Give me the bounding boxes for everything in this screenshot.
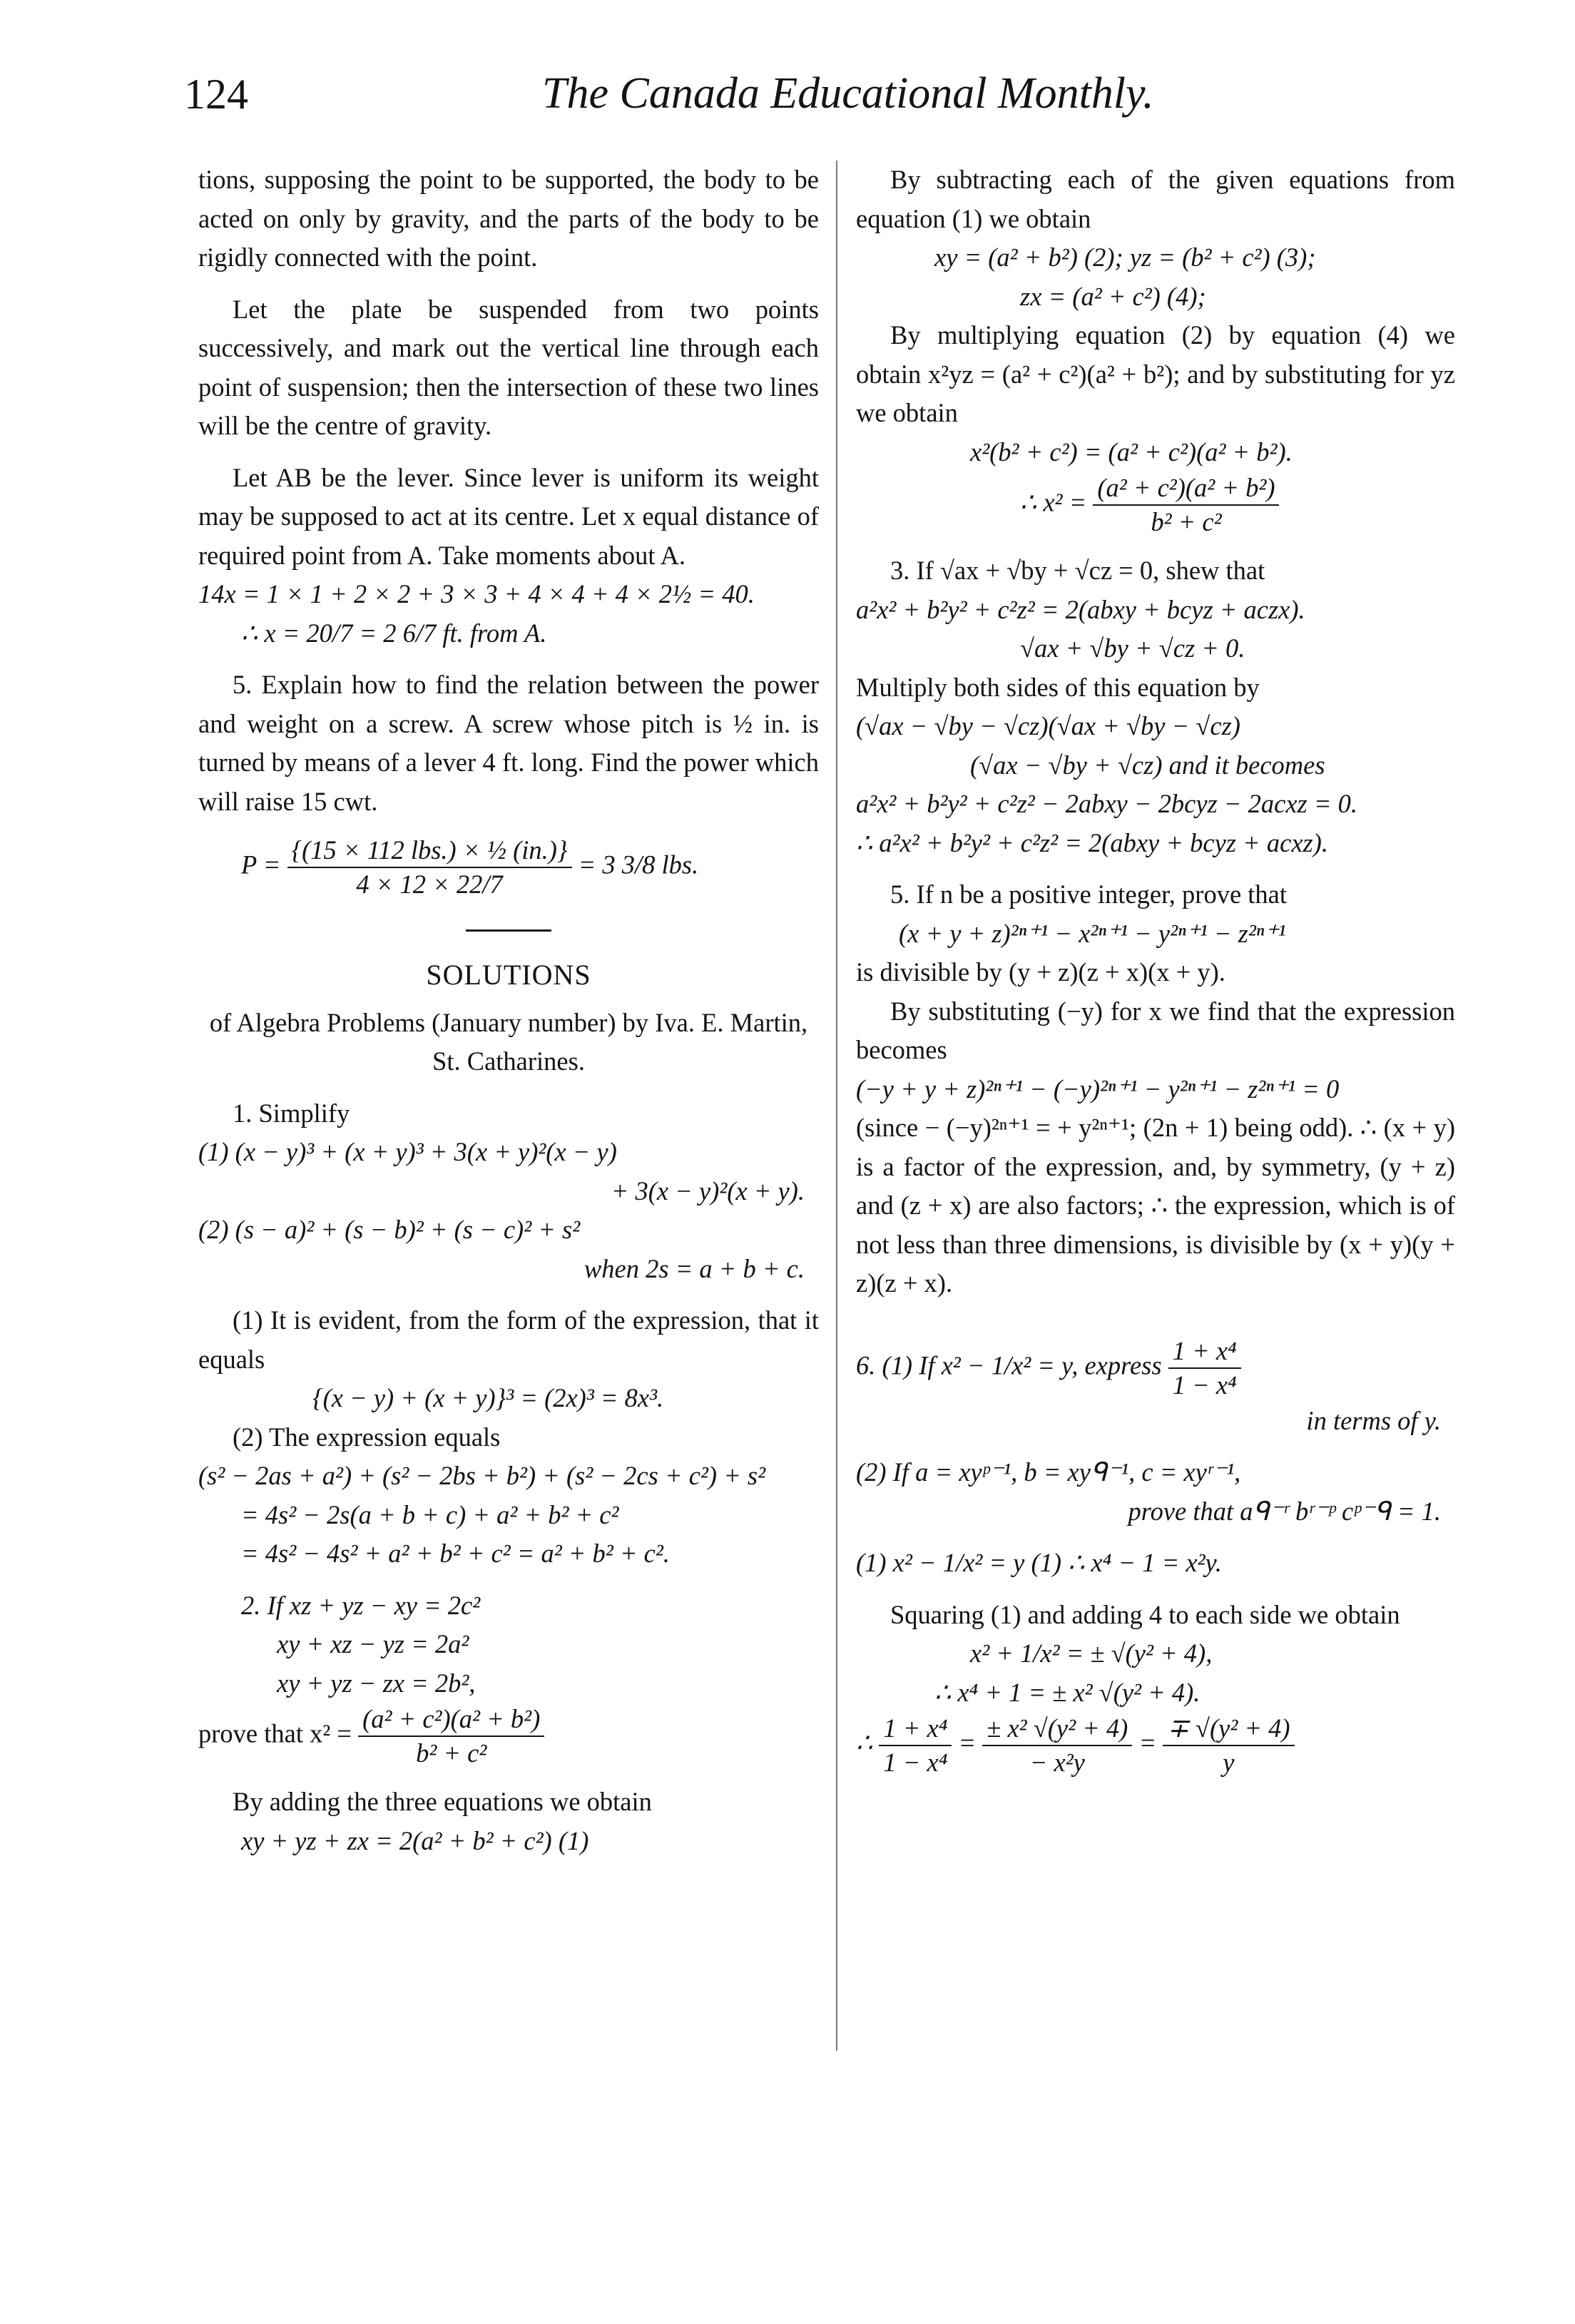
result-equation xyxy=(856,472,1455,539)
left-column xyxy=(198,160,819,1860)
problem-6-text: 6. (1) If x² − 1/x² = y, express xyxy=(856,1350,1162,1380)
numerator: ∓ √(y² + 4) xyxy=(1167,1713,1290,1743)
therefore-symbol: ∴ xyxy=(856,1728,873,1758)
equation: xy + yz − zx = 2b², xyxy=(277,1668,476,1698)
paragraph: (2) The expression equals xyxy=(233,1422,501,1452)
equation: = 4s² − 2s(a + b + c) + a² + b² + c² xyxy=(241,1499,619,1529)
fraction xyxy=(879,1712,952,1779)
equation: √ax + √by + √cz + 0. xyxy=(1020,633,1245,663)
problem-5: 5. If n be a positive integer, prove that xyxy=(890,880,1288,909)
equation: 2. If xz + yz − xy = 2c² xyxy=(241,1590,481,1620)
equation: prove that aᑫ⁻ʳ bʳ⁻ᵖ cᵖ⁻ᑫ = 1. xyxy=(1128,1496,1441,1526)
page-number: 124 xyxy=(184,71,248,118)
paragraph: (1) It is evident, from the form of the expression, that it equals xyxy=(198,1305,819,1374)
paragraph: By adding the three equations we obtain xyxy=(233,1787,652,1816)
running-title: The Canada Educational Monthly. xyxy=(542,69,1154,118)
paragraph: By substituting (−y) for x we find that the expression becomes xyxy=(856,996,1455,1064)
denominator: b² + c² xyxy=(358,1736,544,1770)
equation: (2) If a = xyᵖ⁻¹, b = xyᑫ⁻¹, c = xyʳ⁻¹, xyxy=(856,1457,1241,1487)
problem-5: 5. Explain how to find the relation between the power and weight on a screw. A screw whose pitch is ½ in. is turned by means of a lever 4 ft. long. Find the power which will raise 15 cwt. xyxy=(198,670,819,816)
denominator: 4 × 12 × 22/7 xyxy=(287,867,572,901)
equation-lhs: P = xyxy=(241,850,281,880)
paragraph: tions, supposing the point to be supported, the body to be acted on only by gravity, and the parts of the body to be rigidly connected with the point. xyxy=(198,165,819,272)
equation: (−y + y + z)²ⁿ⁺¹ − (−y)²ⁿ⁺¹ − y²ⁿ⁺¹ − z²ⁿ⁺¹ = 0 xyxy=(856,1074,1340,1104)
denominator: 1 − x⁴ xyxy=(879,1745,952,1779)
fraction xyxy=(358,1703,544,1770)
section-subheading: of Algebra Problems (January number) by Iva. E. Martin, St. Catharines. xyxy=(209,1007,808,1076)
power-equation xyxy=(198,834,819,901)
equation: 14x = 1 × 1 + 2 × 2 + 3 × 3 + 4 × 4 + 4 × 2½ = 40. xyxy=(198,579,755,608)
prove-equation xyxy=(198,1703,819,1770)
section-rule xyxy=(466,929,551,932)
denominator: − x²y xyxy=(982,1745,1132,1779)
equation: when 2s = a + b + c. xyxy=(583,1253,805,1283)
paragraph: By multiplying equation (2) by equation (4) we obtain x²yz = (a² + c²)(a² + b²); and by substituting for yz we obtain xyxy=(856,320,1455,427)
numerator: 1 + x⁴ xyxy=(1172,1335,1237,1365)
numerator: (a² + c²)(a² + b²) xyxy=(1097,473,1275,502)
equation: (s² − 2as + a²) + (s² − 2bs + b²) + (s² − 2cs + c²) + s² xyxy=(198,1461,766,1490)
final-equation xyxy=(856,1712,1455,1779)
column-divider xyxy=(836,160,837,2051)
equation-lhs: ∴ x² = xyxy=(1020,487,1087,517)
paragraph: Let AB be the lever. Since lever is uniform its weight may be supposed to act at its centre. Let x equal distance of required point from A. Take moments about A. xyxy=(198,462,819,570)
denominator: y xyxy=(1163,1745,1294,1779)
equation: x² + 1/x² = ± √(y² + 4), xyxy=(970,1638,1213,1668)
equation-lhs: prove that x² = xyxy=(198,1718,352,1748)
equation: (√ax − √by − √cz)(√ax + √by − √cz) xyxy=(856,711,1240,740)
paragraph: By subtracting each of the given equations from equation (1) we obtain xyxy=(856,165,1455,233)
fraction xyxy=(1093,472,1279,539)
section-heading: SOLUTIONS xyxy=(426,959,591,991)
fraction xyxy=(287,834,572,901)
equation: {(x − y) + (x + y)}³ = (2x)³ = 8x³. xyxy=(312,1383,664,1412)
paragraph: Let the plate be suspended from two points successively, and mark out the vertical line through each point of suspension; then the intersection of these two lines will be the centre of gravity. xyxy=(198,294,819,440)
fraction xyxy=(1168,1335,1241,1402)
numerator: 1 + x⁴ xyxy=(883,1713,948,1743)
paragraph: Squaring (1) and adding 4 to each side we obtain xyxy=(890,1599,1400,1629)
numerator: ± x² √(y² + 4) xyxy=(987,1713,1128,1743)
equation: xy + xz − yz = 2a² xyxy=(277,1629,469,1658)
equation: (1) x² − 1/x² = y (1) ∴ x⁴ − 1 = x²y. xyxy=(856,1548,1222,1577)
paragraph: is divisible by (y + z)(z + x)(x + y). xyxy=(856,957,1225,987)
page-header xyxy=(0,0,1575,143)
equals-sign: = xyxy=(1138,1728,1157,1758)
paragraph: Multiply both sides of this equation by xyxy=(856,672,1260,702)
equation: xy + yz + zx = 2(a² + b² + c²) (1) xyxy=(241,1825,589,1855)
equation: ∴ x = 20/7 = 2 6/7 ft. from A. xyxy=(241,618,547,648)
equation: x²(b² + c²) = (a² + c²)(a² + b²). xyxy=(970,437,1293,467)
equation: + 3(x − y)²(x + y). xyxy=(611,1176,805,1206)
equation: xy = (a² + b²) (2); yz = (b² + c²) (3); xyxy=(934,243,1316,272)
equation: (√ax − √by + √cz) and it becomes xyxy=(970,750,1325,780)
equation: zx = (a² + c²) (4); xyxy=(1020,281,1206,311)
equation: ∴ a²x² + b²y² + c²z² = 2(abxy + bcyz + acxz). xyxy=(856,827,1329,857)
equals-sign: = xyxy=(958,1728,977,1758)
paragraph: (since − (−y)²ⁿ⁺¹ = + y²ⁿ⁺¹; (2n + 1) being odd). ∴ (x + y) is a factor of the expression, and, by symmetry, (y + z) and (z + x) are also factors; ∴ the expression, which is of not less than three dimensions, is divisible by (x + y)(y + z)(z + x). xyxy=(856,1113,1455,1298)
right-column xyxy=(856,160,1455,1779)
equation: ∴ x⁴ + 1 = ± x² √(y² + 4). xyxy=(934,1677,1201,1707)
equation: in terms of y. xyxy=(1306,1405,1441,1435)
numerator: {(15 × 112 lbs.) × ½ (in.)} xyxy=(291,835,568,865)
problem-1-title: 1. Simplify xyxy=(233,1098,350,1128)
equation: (x + y + z)²ⁿ⁺¹ − x²ⁿ⁺¹ − y²ⁿ⁺¹ − z²ⁿ⁺¹ xyxy=(899,918,1286,948)
problem-3: 3. If √ax + √by + √cz = 0, shew that xyxy=(890,556,1265,585)
equation: = 4s² − 4s² + a² + b² + c² = a² + b² + c². xyxy=(241,1539,670,1568)
denominator: 1 − x⁴ xyxy=(1168,1367,1241,1402)
numerator: (a² + c²)(a² + b²) xyxy=(362,1704,541,1733)
equation: (1) (x − y)³ + (x + y)³ + 3(x + y)²(x − y) xyxy=(198,1137,617,1166)
equation: a²x² + b²y² + c²z² = 2(abxy + bcyz + aczx). xyxy=(856,594,1305,624)
fraction xyxy=(982,1712,1132,1779)
denominator: b² + c² xyxy=(1093,504,1279,539)
equation: (2) (s − a)² + (s − b)² + (s − c)² + s² xyxy=(198,1215,581,1244)
equation-rhs: = 3 3/8 lbs. xyxy=(578,850,699,880)
problem-6 xyxy=(856,1335,1455,1402)
fraction xyxy=(1163,1712,1294,1779)
equation: a²x² + b²y² + c²z² − 2abxy − 2bcyz − 2acxz = 0. xyxy=(856,789,1357,818)
